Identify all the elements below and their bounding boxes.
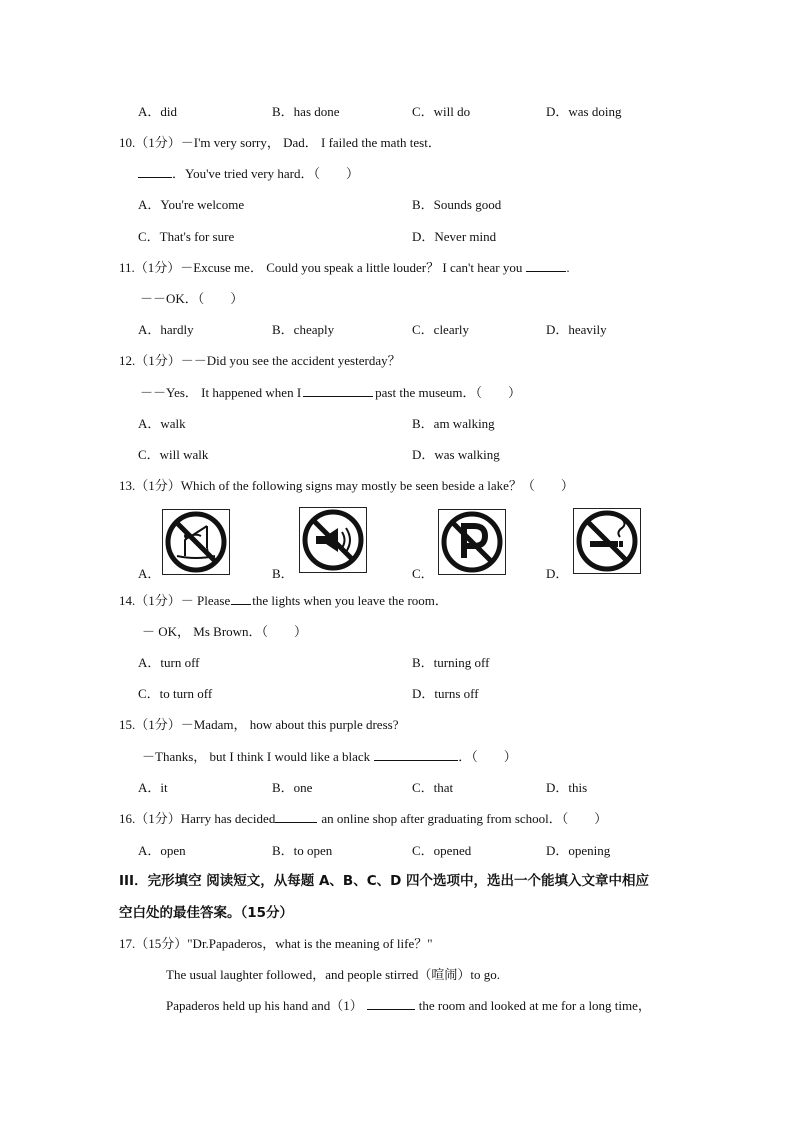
q17-p2-end: the room and looked at me for a long time， (418, 998, 651, 1013)
q15-option-a[interactable]: A．it (138, 780, 168, 795)
q11-stem: 11.（1分）－Excuse me． Could you speak a little louder？ I can't hear you (119, 260, 523, 275)
q10-stem: 10.（1分）－I'm very sorry， Dad． I failed the math test． (119, 135, 441, 150)
q10-answer-blank[interactable] (138, 165, 172, 178)
q11-option-d[interactable]: D．heavily (546, 322, 607, 337)
q13-stem: 13.（1分）Which of the following signs may mostly be seen beside a lake？（ ） (119, 478, 574, 493)
q12-option-c[interactable]: C．will walk (138, 447, 209, 462)
q9-option-b[interactable]: B．has done (272, 104, 340, 119)
q10-option-b[interactable]: B．Sounds good (412, 197, 502, 212)
q17-blank-1[interactable] (367, 997, 415, 1010)
q11-stem-line (119, 259, 570, 277)
q15-stem: 15.（1分）－Madam， how about this purple dress? (119, 717, 399, 732)
q15-line2 (142, 748, 517, 766)
q9-option-c[interactable]: C．will do (412, 104, 471, 119)
q9-option-d[interactable]: D．was doing (546, 104, 622, 119)
q14-answer-blank[interactable] (231, 592, 251, 605)
q16-option-d[interactable]: D．opening (546, 843, 611, 858)
q15-answer-blank[interactable] (374, 748, 458, 761)
no-parking-sign-icon[interactable] (438, 509, 506, 575)
q15-option-d[interactable]: D．this (546, 780, 588, 795)
q14-line2: － OK， Ms Brown．（ ） (142, 624, 308, 639)
q9-option-a[interactable]: A．did (138, 104, 178, 119)
q10-option-c[interactable]: C．That's for sure (138, 229, 235, 244)
q11-option-b[interactable]: B．cheaply (272, 322, 335, 337)
q14-stem-line (119, 592, 448, 610)
q14-stem-start: 14.（1分）－ Please (119, 593, 231, 608)
q14-option-a[interactable]: A．turn off (138, 655, 200, 670)
q10-option-d[interactable]: D．Never mind (412, 229, 497, 244)
q17-stem: 17.（15分）"Dr.Papaderos，what is the meaning of life？" (119, 936, 433, 951)
q12-stem: 12.（1分）－－Did you see the accident yesterday？ (119, 353, 401, 368)
q17-paragraph-1: The usual laughter followed，and people stirred（喧闹）to go. (166, 967, 500, 982)
q10-option-a[interactable]: A．You're welcome (138, 197, 245, 212)
q12-line2-start: －－Yes． It happened when I (140, 385, 302, 400)
q16-option-a[interactable]: A．open (138, 843, 186, 858)
q10-line2-text: ．You've tried very hard．（ ） (172, 166, 359, 181)
q10-line2 (138, 165, 359, 183)
q13-option-a-label[interactable]: A． (138, 566, 161, 581)
q16-answer-blank[interactable] (275, 810, 317, 823)
q14-option-c[interactable]: C．to turn off (138, 686, 213, 701)
q16-stem-end: an online shop after graduating from school．（ ） (321, 811, 608, 826)
q13-option-c-label[interactable]: C． (412, 566, 434, 581)
q13-option-b-label[interactable]: B． (272, 566, 294, 581)
q16-option-b[interactable]: B．to open (272, 843, 333, 858)
no-horn-sign-icon[interactable] (299, 507, 367, 573)
q13-option-d-label[interactable]: D． (546, 566, 569, 581)
q17-p2-start: Papaderos held up his hand and（1） (166, 998, 363, 1013)
q16-stem-line (119, 810, 607, 828)
q15-option-c[interactable]: C．that (412, 780, 454, 795)
no-smoking-sign-icon[interactable] (573, 508, 641, 574)
q11-option-c[interactable]: C．clearly (412, 322, 470, 337)
section-3-heading: III．完形填空 阅读短文，从每题 A、B、C、D 四个选项中，选出一个能填入文章中相应 (119, 873, 650, 889)
q16-option-c[interactable]: C．opened (412, 843, 472, 858)
q11-option-a[interactable]: A．hardly (138, 322, 194, 337)
q14-stem-end: the lights when you leave the room． (252, 593, 448, 608)
q15-line2-end: ．（ ） (458, 749, 517, 764)
q11-stem-end: . (566, 260, 570, 275)
q12-option-a[interactable]: A．walk (138, 416, 186, 431)
q16-stem-start: 16.（1分）Harry has decided (119, 811, 276, 826)
q15-option-b[interactable]: B．one (272, 780, 313, 795)
q11-line2: －－OK．（ ） (140, 291, 244, 306)
q11-answer-blank[interactable] (526, 259, 566, 272)
q15-line2-start: －Thanks， but I think I would like a black (142, 749, 371, 764)
q14-option-b[interactable]: B．turning off (412, 655, 490, 670)
q12-option-b[interactable]: B．am walking (412, 416, 495, 431)
q17-paragraph-2 (166, 997, 651, 1015)
q12-line2-end: past the museum．（ ） (375, 385, 522, 400)
q12-answer-blank[interactable] (303, 384, 373, 397)
no-fishing-sign-icon[interactable] (162, 509, 230, 575)
section-3-heading-cont: 空白处的最佳答案。（15分） (119, 905, 294, 921)
q12-line2 (140, 384, 521, 402)
q12-option-d[interactable]: D．was walking (412, 447, 500, 462)
q14-option-d[interactable]: D．turns off (412, 686, 479, 701)
